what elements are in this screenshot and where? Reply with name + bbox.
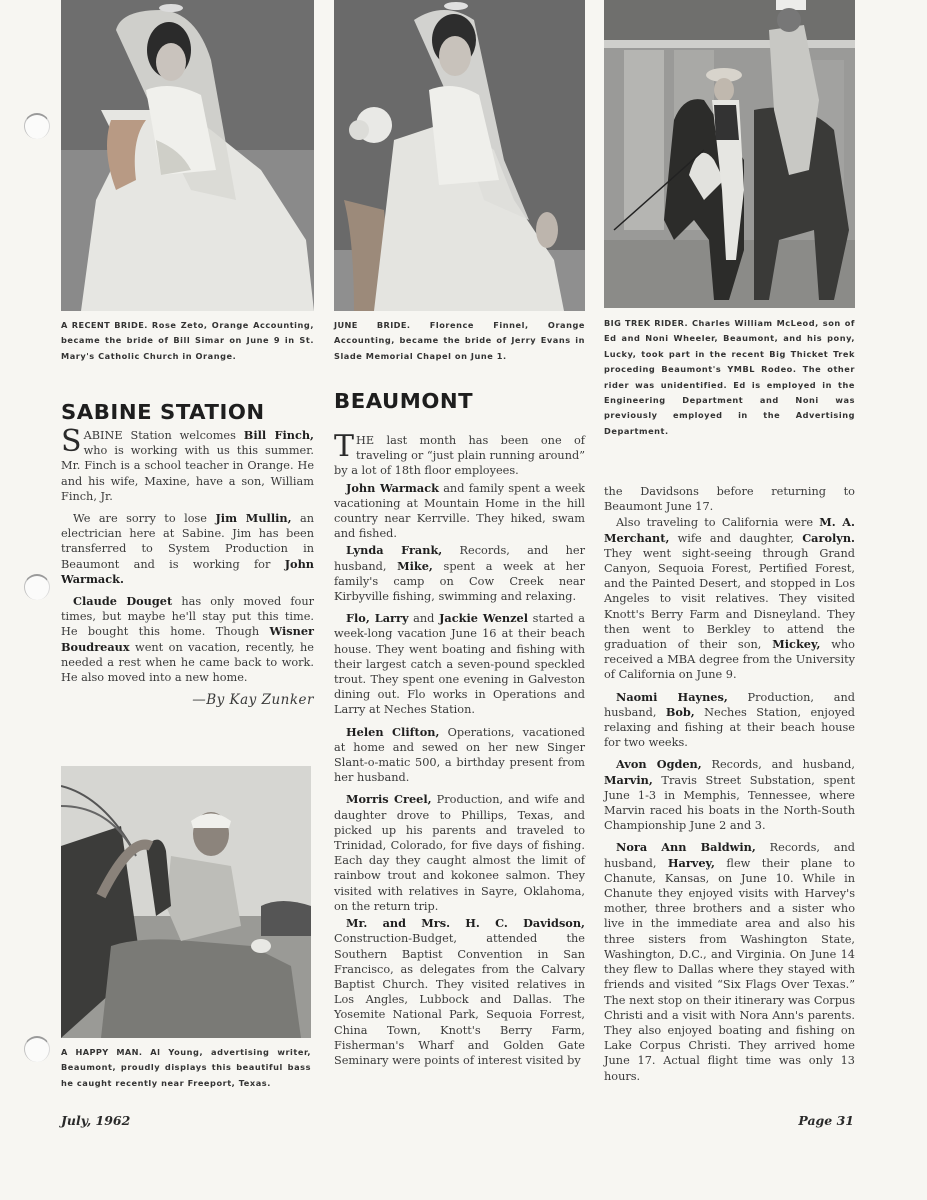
caption-lead: BIG TREK RIDER. xyxy=(604,318,688,328)
person-name: John Warmack. xyxy=(61,556,314,586)
caption-happy-man xyxy=(61,1045,311,1091)
caption-june-bride xyxy=(334,318,585,364)
person-name: Nora Ann Baldwin, xyxy=(616,840,756,855)
paragraph: Also traveling to California were M. A. Merchant, wife and daughter, Carolyn. They went sight-seeing through Grand Canyon, Sequoia Forest, Pertified Forest, and the Painted Desert, and stopped in Los Angeles to visit relatives. They visited Knott's Berry Farm and Disneyland. They then went to Berkley to attend the graduation of their son, Mickey, who received a MBA degree from the University of California on June 9. xyxy=(604,515,855,682)
person-name: Bob, xyxy=(665,704,695,719)
person-name: Carolyn. xyxy=(802,530,855,545)
person-name: Jim Mullin, xyxy=(215,511,292,526)
person-name: Avon Ogden, xyxy=(616,757,702,772)
paragraph: Avon Ogden, Records, and husband, Marvin, Travis Street Substation, spent June 1-3 in Memphis, Tennessee, where Marvin raced his boats in the North-South Championship June 2 and 3. xyxy=(604,757,855,833)
paragraph: THE last month has been one of traveling or “just plain running around” by a lot of 18th floor employees. xyxy=(334,429,585,478)
drop-cap: T xyxy=(334,429,355,464)
person-name: Helen Clifton, xyxy=(346,724,440,739)
person-name: Claude Douget xyxy=(73,594,173,609)
caption-text: Rose Zeto, Orange Accounting, became the bride of Bill Simar on June 9 in St. Mary's Catholic Church in Orange. xyxy=(61,320,314,361)
person-name: M. A. Merchant, xyxy=(604,515,855,545)
person-name: Naomi Haynes, xyxy=(616,689,728,704)
paragraph: Helen Clifton, Operations, vacationed at home and sewed on her new Singer Slant-o-matic 500, a birthday present from her husband. xyxy=(334,724,585,785)
person-name: Harvey, xyxy=(667,855,715,870)
person-name: Flo, Larry xyxy=(346,611,409,626)
drop-cap: S xyxy=(61,424,82,459)
article-sabine-station xyxy=(61,424,315,709)
punch-hole-top xyxy=(24,113,50,139)
byline: —By Kay Zunker xyxy=(192,692,314,709)
caption-text: Al Young, advertising writer, Beaumont, proudly displays this beautiful bass he caught recently near Freeport, Texas. xyxy=(61,1047,312,1088)
paragraph: Mr. and Mrs. H. C. Davidson, Construction-Budget, attended the Southern Baptist Convention in San Francisco, as delegates from the Calvary Baptist Church. They visited relatives in Los Angles, Lubbock and Dallas. The Yosemite National Park, Sequoia Forrest, China Town, Knott's Berry Farm, Fisherman's Wharf and Golden Gate Seminary were points of interest visited by xyxy=(334,916,585,1067)
person-name: Morris Creel, xyxy=(346,792,432,807)
paragraph: Naomi Haynes, Production, and husband, Bob, Neches Station, enjoyed relaxing and fishing at their beach house for two weeks. xyxy=(604,689,856,750)
paragraph: Morris Creel, Production, and wife and daughter drove to Phillips, Texas, and picked up his parents and traveled to Trinidad, Colorado, for five days of fishing. Each day they caught almost the limit of rainbow trout and kokonee salmon. They visited with relatives in Sayre, Oklahoma, on the return trip. xyxy=(334,792,585,913)
paragraph: We are sorry to lose Jim Mullin, an electrician here at Sabine. Jim has been transferred to System Production in Beaumont and is working for John Warmack. xyxy=(61,511,315,586)
person-name: Mickey, xyxy=(772,637,821,652)
article-beaumont-part-1 xyxy=(334,429,586,1075)
caption-lead: A RECENT BRIDE. xyxy=(61,320,148,330)
paragraph: Flo, Larry and Jackie Wenzel started a week-long vacation June 16 at their beach house. They went boating and fishing with their largest catch a seven-pound speckled trout. They spent one evening in Galveston dining out. Flo works in Operations and Larry at Neches Station. xyxy=(334,611,585,717)
paragraph: Lynda Frank, Records, and her husband, Mike, spent a week at her family's camp on Cow Creek near Kirbyville fishing, swimming and relaxing. xyxy=(334,543,586,604)
footer-date: July, 1962 xyxy=(61,1113,131,1128)
paragraph: Nora Ann Baldwin, Records, and husband, Harvey, flew their plane to Chanute, Kansas, on June 10. While in Chanute they enjoyed visits with Harvey's mother, three brothers and a sister who live in the immediate area and also his three sisters from Washington State, Washington, D.C., and Virginia. On June 14 they flew to Dallas where they stayed with friends and visited “Six Flags Over Texas.” The next stop on their itinerary was Corpus Christi and a visit with Nora Ann's parents. They also enjoyed boating and fishing on Lake Corpus Christi. They arrived home June 17. Actual flight time was only 13 hours. xyxy=(604,840,855,1083)
caption-lead: JUNE BRIDE. xyxy=(334,320,411,330)
footer-page-number: Page 31 xyxy=(798,1113,854,1128)
photo-happy-man xyxy=(61,766,311,1038)
photo-big-trek-rider xyxy=(604,0,855,308)
caption-lead: A HAPPY MAN. xyxy=(61,1047,143,1057)
caption-text: Charles William McLeod, son of Ed and Noni Wheeler, Beaumont, and his pony, Lucky, took part in the recent Big Thicket Trek proceding Beaumont's YMBL Rodeo. The other rider was unidentified. Ed is employed in the Engineering Department and Noni was previously employed in the Advertising Department. xyxy=(604,318,856,436)
paragraph-continued: the Davidsons before returning to Beaumont June 17. xyxy=(604,485,855,514)
person-name: Bill Finch, xyxy=(243,428,314,442)
punch-hole-middle xyxy=(24,574,50,600)
person-name: Mike, xyxy=(397,558,433,573)
person-name: Jackie Wenzel xyxy=(439,611,528,626)
person-name: John Warmack xyxy=(346,480,439,495)
paragraph: John Warmack and family spent a week vacationing at Mountain Home in the hill country near Kerrville. They hiked, swam and fished. xyxy=(334,480,585,541)
person-name: Wisner Boudreaux xyxy=(61,624,314,654)
photo-recent-bride xyxy=(61,0,314,311)
person-name: Mr. and Mrs. H. C. Davidson, xyxy=(346,916,585,931)
photo-june-bride xyxy=(334,0,585,311)
article-beaumont-part-2 xyxy=(604,484,855,1091)
section-heading-beaumont: BEAUMONT xyxy=(334,389,474,413)
caption-recent-bride xyxy=(61,318,314,364)
person-name: Marvin, xyxy=(604,772,653,787)
caption-big-trek-rider xyxy=(604,316,855,439)
punch-hole-bottom xyxy=(24,1036,50,1062)
paragraph: SABINE Station welcomes Bill Finch, who is working with us this summer. Mr. Finch is a school teacher in Orange. He and his wife, Maxine, have a son, William Finch, Jr. xyxy=(61,424,314,503)
caption-text: Florence Finnel, Orange Accounting, became the bride of Jerry Evans in Slade Memorial Chapel on June 1. xyxy=(334,320,586,361)
section-heading-sabine: SABINE STATION xyxy=(61,400,265,424)
person-name: Lynda Frank, xyxy=(346,543,443,558)
paragraph: Claude Douget has only moved four times, but maybe he'll stay put this time. He bought this home. Though Wisner Boudreaux went on vacation, recently, he needed a rest when he came back to work. He also moved into a new home. xyxy=(61,594,315,685)
